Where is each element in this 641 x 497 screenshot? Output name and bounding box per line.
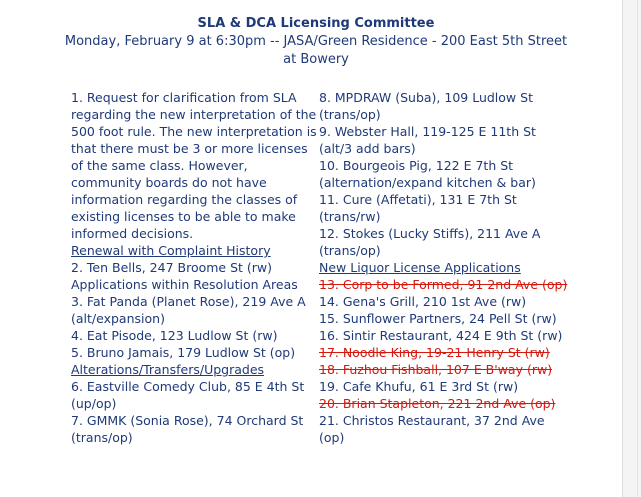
page-title: SLA & DCA Licensing Committee [197,16,435,31]
meeting-details-line1: Monday, February 9 at 6:30pm -- JASA/Green Residence - 200 East 5th Street [64,34,568,49]
section-heading-alterations[interactable]: Alterations/Transfers/Upgrades [71,362,265,377]
section-heading-new-liquor[interactable]: New Liquor License Applications [319,260,521,275]
agenda-item-13-withdrawn: 13. Corp to be Formed, 91 2nd Ave (op) [319,277,568,292]
section-heading-resolution-areas: Applications within Resolution Areas [71,277,298,292]
agenda-item-11: 11. Cure (Affetati), 131 E 7th St (trans/rw) [319,192,517,224]
meeting-details-line2: at Bowery [283,52,349,67]
agenda-item-12: 12. Stokes (Lucky Stiffs), 211 Ave A (trans/op) [319,226,541,258]
section-heading-renewal[interactable]: Renewal with Complaint History [71,243,271,258]
agenda-item-14: 14. Gena's Grill, 210 1st Ave (rw) [319,294,527,309]
agenda-item-18-withdrawn: 18. Fuzhou Fishball, 107 E B'way (rw) [319,362,553,377]
agenda-item-7: 7. GMMK (Sonia Rose), 74 Orchard St (trans/op) [71,413,304,445]
vertical-scrollbar[interactable] [622,0,641,497]
agenda-item-16: 16. Sintir Restaurant, 424 E 9th St (rw) [319,328,563,343]
agenda-item-6: 6. Eastville Comedy Club, 85 E 4th St (up/op) [71,379,305,411]
agenda-item-19: 19. Cafe Khufu, 61 E 3rd St (rw) [319,379,519,394]
agenda-item-10: 10. Bourgeois Pig, 122 E 7th St (alternation/expand kitchen & bar) [319,158,536,190]
agenda-item-21: 21. Christos Restaurant, 37 2nd Ave (op) [319,413,545,445]
agenda-item-8: 8. MPDRAW (Suba), 109 Ludlow St (trans/op) [319,90,533,122]
agenda-item-4: 4. Eat Pisode, 123 Ludlow St (rw) [71,328,278,343]
agenda-left-column [71,89,317,446]
agenda-item-15: 15. Sunflower Partners, 24 Pell St (rw) [319,311,557,326]
meeting-details [0,33,632,69]
agenda-item-2: 2. Ten Bells, 247 Broome St (rw) [71,260,273,275]
agenda-item-20-withdrawn: 20. Brian Stapleton, 221 2nd Ave (op) [319,396,556,411]
agenda-item-5: 5. Bruno Jamais, 179 Ludlow St (op) [71,345,296,360]
agenda-item-1: 1. Request for clarification from SLA regarding the new interpretation of the 500 foot rule. The new interpretation is that there must be 3 or more licenses of the same class. However, community boards do not have information regarding the classes of existing licenses to be able to make informed decisions. [71,90,317,241]
agenda-right-column [319,89,569,446]
agenda-item-17-withdrawn: 17. Noodle King, 19-21 Henry St (rw) [319,345,550,360]
agenda-item-3: 3. Fat Panda (Planet Rose), 219 Ave A (alt/expansion) [71,294,306,326]
agenda-item-9: 9. Webster Hall, 119-125 E 11th St (alt/3 add bars) [319,124,536,156]
